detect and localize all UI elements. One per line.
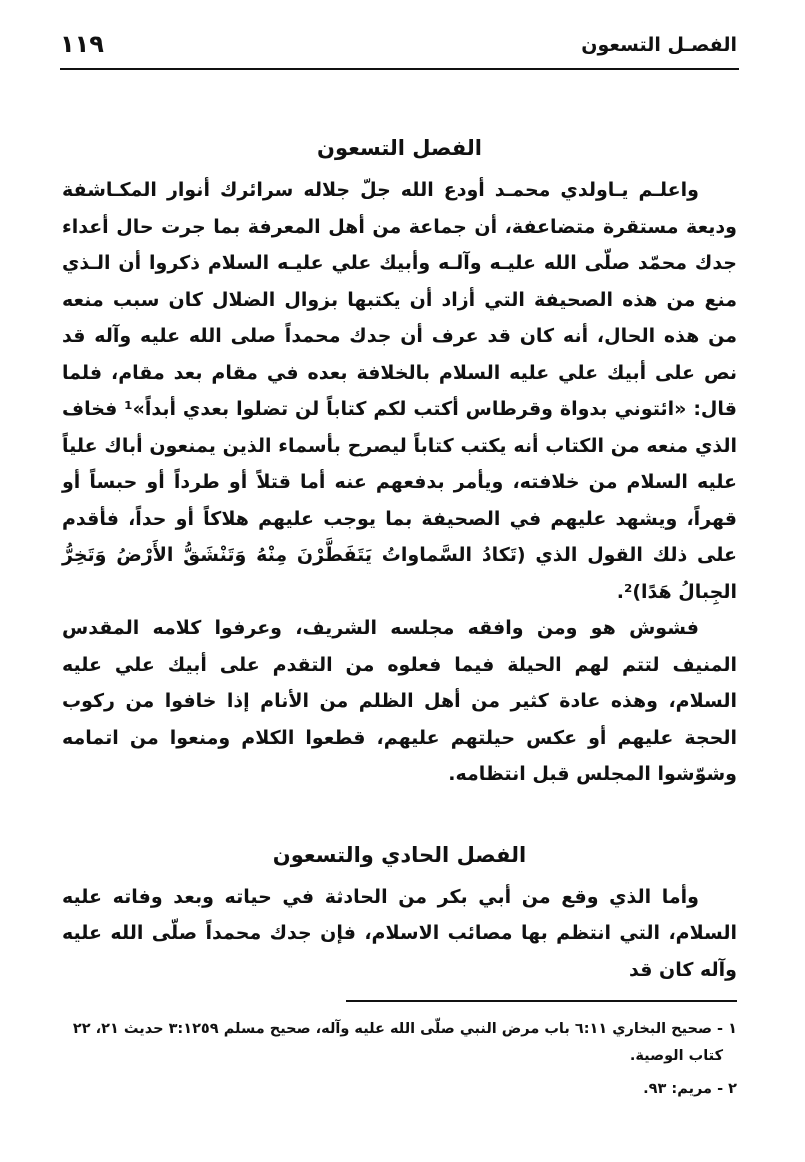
paragraph: فشوش هو ومن وافقه مجلسه الشريف، وعرفوا كلامه المقدس المنيف لتتم لهم الحيلة فيما فعلوه من التقدم على أبيك علي عليه السلام، وهذه عادة كثير من أهل الظلم من الأنام إذا خافوا من ركوب الحجة عليهم أو عكس حيلتهم عليهم، قطعوا الكلام ومنعوا من اتمامه وشوّشوا المجلس قبل انتظامه. [62,617,737,785]
running-header-title: الفصـل التسعون [581,34,737,56]
header-rule [60,68,739,70]
footnote-2-text: ٢ - مريم: ٩٣. [643,1081,737,1097]
footnote-2 [60,1076,737,1103]
section-gap [62,793,737,835]
section-title-91: الفصل الحادي والتسعون [272,842,527,867]
paragraph: واعلـم يـاولدي محمـد أودع الله جلّ جلاله سرائرك أنوار المكـاشفة وديعة مستقرة متضاعفة، أن جماعة من أهل المعرفة بما جرت حال أعداء جدك محمّد صلّى الله عليـه وآلـه وأبيك علي عليـه السلام ذكروا أن الـذي منع من هذه الصحيفة التي أزاد أن يكتبها بزوال الضلال كان سبب منعه من هذه الحال، أنه كان قد عرف أن جدك محمداً صلى الله عليه وآله قد نص على أبيك علي عليه السلام بالخلافة بعده في مقام بعد مقام، فلما قال: «ائتوني بدواة وقرطاس أكتب لكم كتاباً لن تضلوا بعدي أبداً»¹ فخاف الذي منعه من الكتاب أنه يكتب كتاباً ليصرح بأسماء الذين يمنعون أباك علياً عليه السلام من خلافته، ويأمر بدفعهم عنه أما قتلاً أو طرداً أو حبساً أو قهراً، ويشهد عليهم في الصحيفة بما يوجب عليهم هلاكاً أو حداً، فأقدم على ذلك القول الذي (تَكادُ السَّماواتُ يَتَفَطَّرْنَ مِنْهُ وَتَنْشَقُّ الأَرْضُ وَتَخِرُّ الجِبالُ هَدًا)². [62,179,737,603]
section-title-90: الفصل التسعون [317,136,482,160]
footnote-rule [346,1000,737,1002]
footnotes [60,1016,737,1109]
page-number: ١١٩ [60,30,104,58]
footnote-1-continuation: كتاب الوصية. [629,1048,723,1064]
running-header [60,30,737,64]
footnote-1 [60,1016,737,1070]
paragraph: وأما الذي وقع من أبي بكر من الحادثة في حياته وبعد وفاته عليه السلام، التي انتظم بها مصائب الاسلام، فإن جدك محمداً صلّى الله عليه وآله كان قد [62,885,737,981]
page-body [62,128,737,988]
footnote-1-text: ١ - صحيح البخاري ٦:١١ باب مرض النبي صلّى الله عليه وآله، صحيح مسلم ٣:١٢٥٩ حديث ٢١، ٢٢ [72,1021,737,1037]
